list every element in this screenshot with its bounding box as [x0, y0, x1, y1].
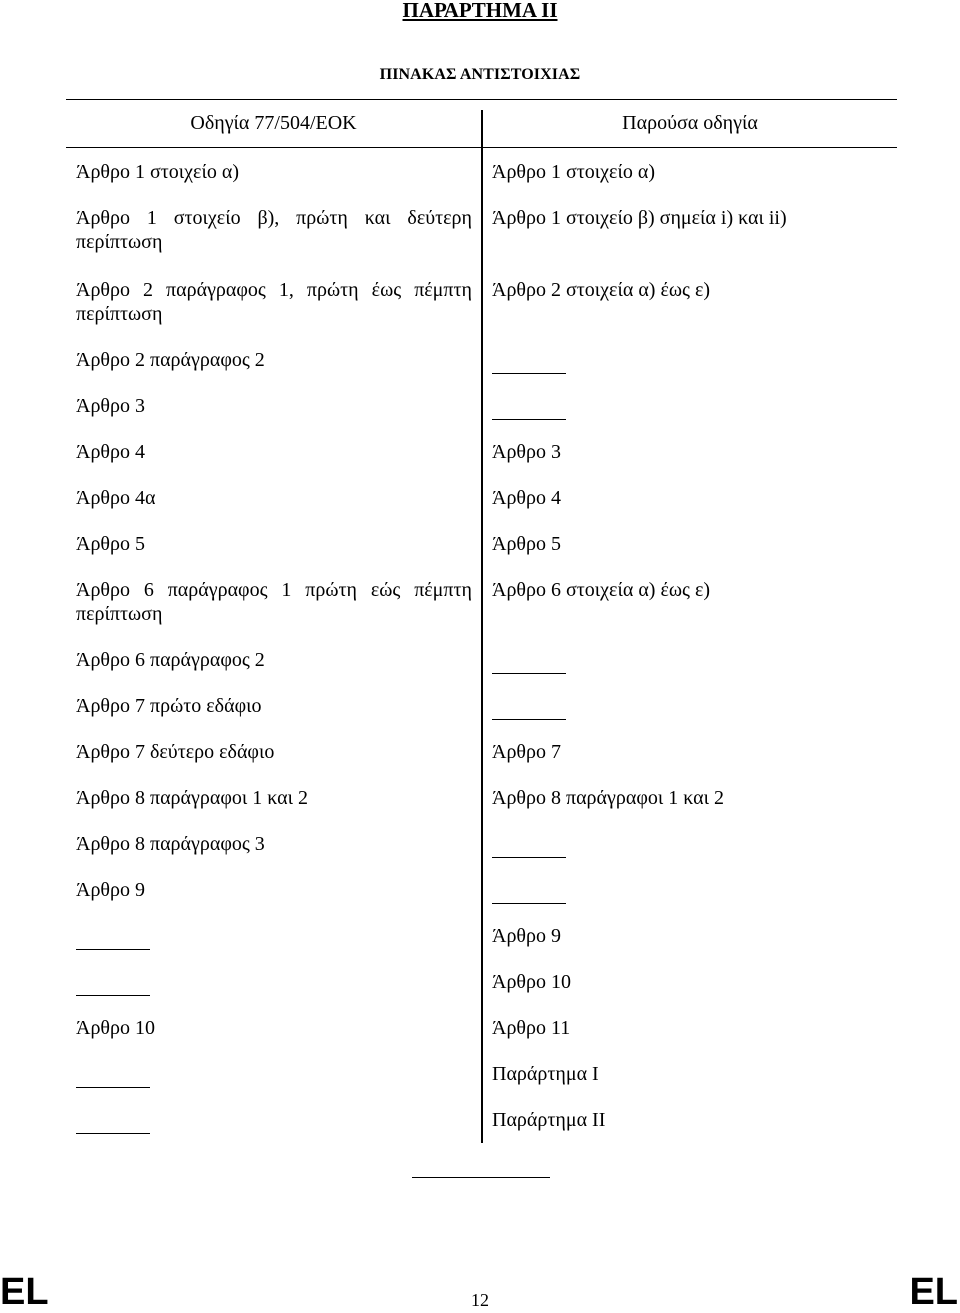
blank-entry-line — [76, 1133, 150, 1134]
table-cell-left: Άρθρο 8 παράγραφοι 1 και 2 — [76, 787, 309, 809]
blank-entry-line — [492, 419, 566, 420]
table-cell-left: Άρθρο 5 — [76, 533, 145, 555]
blank-entry-line — [76, 949, 150, 950]
table-cell-right: Άρθρο 6 στοιχεία α) έως ε) — [492, 579, 710, 601]
table-cell-left: Άρθρο 4α — [76, 487, 156, 509]
blank-entry-line — [76, 995, 150, 996]
table-cell-left: Άρθρο 4 — [76, 441, 145, 463]
column-header-right: Παρούσα οδηγία — [622, 112, 758, 134]
table-cell-left: Άρθρο 3 — [76, 395, 145, 417]
language-code-right: EL — [909, 1271, 958, 1313]
table-cell-left: Άρθρο 6 παράγραφος 2 — [76, 649, 265, 671]
footnote-separator — [412, 1177, 550, 1178]
table-cell-right: Άρθρο 1 στοιχείο α) — [492, 161, 655, 183]
table-cell-right: Άρθρο 1 στοιχείο β) σημεία i) και ii) — [492, 207, 787, 229]
table-title: ΠΙΝΑΚΑΣ ΑΝΤΙΣΤΟΙΧΙΑΣ — [379, 66, 581, 83]
column-divider — [481, 110, 483, 1143]
page-number: 12 — [471, 1290, 489, 1310]
table-cell-left: Άρθρο 2 παράγραφος 2 — [76, 349, 265, 371]
blank-entry-line — [492, 673, 566, 674]
column-header-left: Οδηγία 77/504/ΕΟΚ — [190, 112, 357, 134]
table-cell-right: Άρθρο 2 στοιχεία α) έως ε) — [492, 279, 710, 301]
language-code-left: EL — [0, 1271, 49, 1313]
table-cell-right: Άρθρο 5 — [492, 533, 561, 555]
table-cell-right: Άρθρο 10 — [492, 971, 571, 993]
table-cell-left: Άρθρο 7 πρώτο εδάφιο — [76, 695, 262, 717]
header-top-rule — [66, 99, 897, 100]
table-cell-left: Άρθρο 9 — [76, 879, 145, 901]
table-cell-left: Άρθρο 10 — [76, 1017, 155, 1039]
table-cell-left: Άρθρο 6 παράγραφος 1 πρώτη εώς πέμπτη περίπτωση — [76, 579, 472, 625]
blank-entry-line — [76, 1087, 150, 1088]
blank-entry-line — [492, 373, 566, 374]
blank-entry-line — [492, 719, 566, 720]
blank-entry-line — [492, 903, 566, 904]
table-cell-left: Άρθρο 7 δεύτερο εδάφιο — [76, 741, 275, 763]
table-cell-right: Παράρτημα ΙΙ — [492, 1109, 606, 1131]
table-cell-right: Άρθρο 7 — [492, 741, 561, 763]
table-cell-left: Άρθρο 8 παράγραφος 3 — [76, 833, 265, 855]
table-cell-left: Άρθρο 1 στοιχείο β), πρώτη και δεύτερη περίπτωση — [76, 207, 472, 253]
table-cell-right: Άρθρο 4 — [492, 487, 561, 509]
table-cell-left: Άρθρο 1 στοιχείο α) — [76, 161, 239, 183]
table-cell-left: Άρθρο 2 παράγραφος 1, πρώτη έως πέμπτη περίπτωση — [76, 279, 472, 325]
table-cell-right: Άρθρο 11 — [492, 1017, 571, 1039]
blank-entry-line — [492, 857, 566, 858]
table-cell-right: Άρθρο 8 παράγραφοι 1 και 2 — [492, 787, 725, 809]
annex-title: ΠΑΡΑΡΤΗΜΑ ΙΙ — [402, 0, 558, 22]
table-cell-right: Παράρτημα Ι — [492, 1063, 599, 1085]
table-cell-right: Άρθρο 3 — [492, 441, 561, 463]
table-cell-right: Άρθρο 9 — [492, 925, 561, 947]
